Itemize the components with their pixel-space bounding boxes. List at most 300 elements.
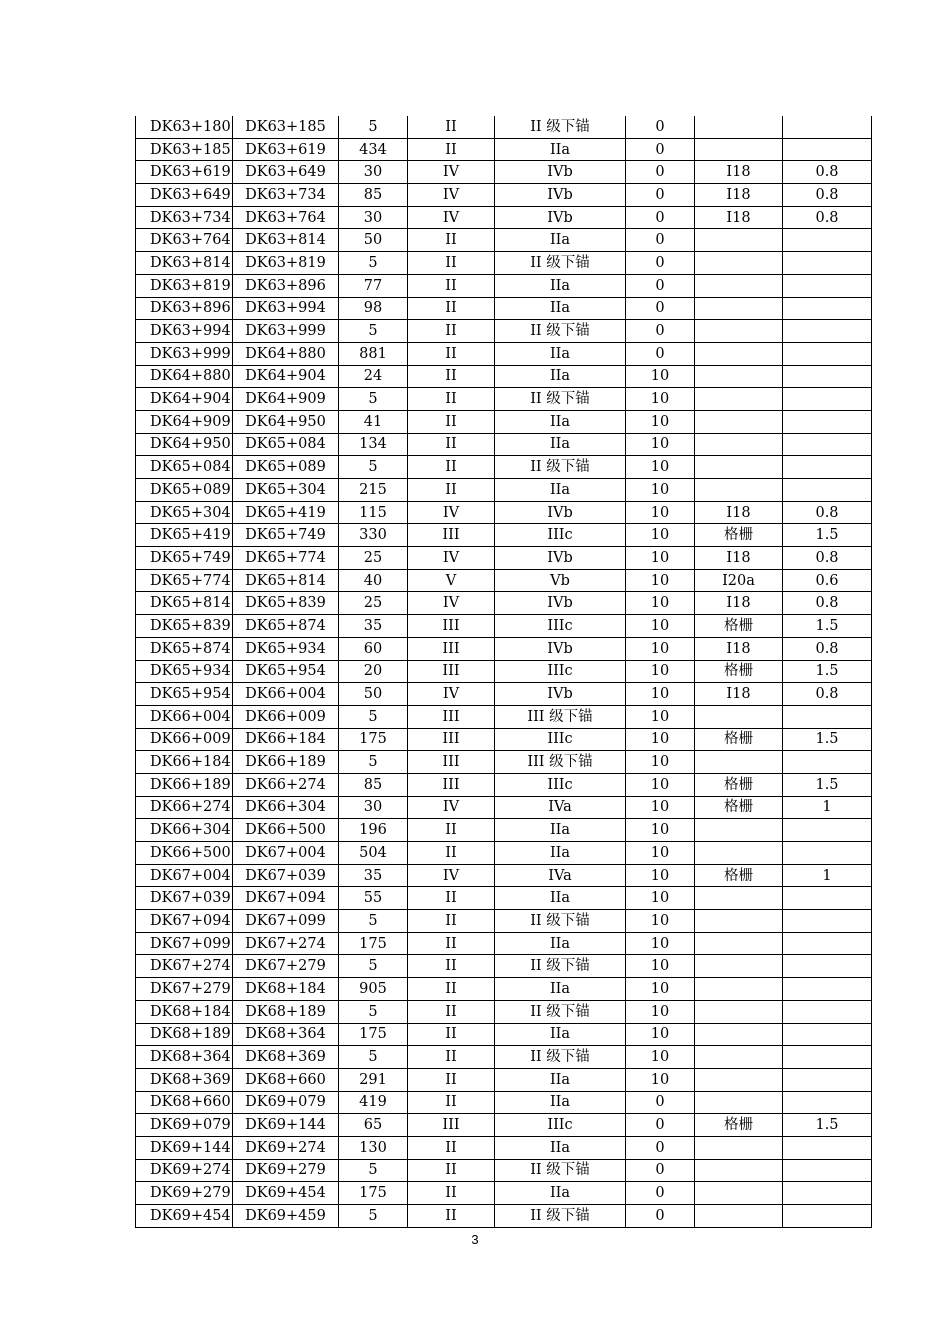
table-row <box>136 955 872 978</box>
cell-length: 25 <box>339 547 408 570</box>
cell-steel-arch: 格栅 <box>695 773 783 796</box>
cell-extra-value: 0 <box>626 161 695 184</box>
cell-steel-arch: 格栅 <box>695 864 783 887</box>
cell-steel-arch: I18 <box>695 161 783 184</box>
table-row <box>136 252 872 275</box>
cell-extra-value: 10 <box>626 842 695 865</box>
cell-lining-type: IVb <box>495 592 626 615</box>
cell-end-mileage: DK64+904 <box>233 365 339 388</box>
cell-extra-value: 10 <box>626 501 695 524</box>
cell-rock-grade: IV <box>408 864 495 887</box>
table-row <box>136 978 872 1001</box>
cell-end-mileage: DK67+039 <box>233 864 339 887</box>
cell-arch-spacing: 0.8 <box>783 206 872 229</box>
cell-end-mileage: DK65+874 <box>233 615 339 638</box>
cell-start-mileage: DK64+909 <box>136 410 233 433</box>
cell-steel-arch <box>695 751 783 774</box>
cell-arch-spacing: 0.8 <box>783 592 872 615</box>
cell-start-mileage: DK63+619 <box>136 161 233 184</box>
cell-steel-arch <box>695 479 783 502</box>
cell-arch-spacing: 1.5 <box>783 1114 872 1137</box>
cell-lining-type: IIa <box>495 229 626 252</box>
cell-extra-value: 0 <box>626 206 695 229</box>
cell-start-mileage: DK66+500 <box>136 842 233 865</box>
cell-extra-value: 10 <box>626 615 695 638</box>
cell-steel-arch <box>695 705 783 728</box>
cell-extra-value: 10 <box>626 796 695 819</box>
support-table <box>135 116 872 1228</box>
cell-start-mileage: DK63+649 <box>136 184 233 207</box>
cell-arch-spacing <box>783 138 872 161</box>
cell-length: 40 <box>339 569 408 592</box>
cell-lining-type: II 级下锚 <box>495 1000 626 1023</box>
table-row <box>136 116 872 138</box>
cell-start-mileage: DK65+839 <box>136 615 233 638</box>
cell-start-mileage: DK65+774 <box>136 569 233 592</box>
cell-length: 30 <box>339 796 408 819</box>
cell-start-mileage: DK65+874 <box>136 637 233 660</box>
table-row <box>136 1068 872 1091</box>
cell-end-mileage: DK63+999 <box>233 320 339 343</box>
cell-extra-value: 10 <box>626 728 695 751</box>
cell-arch-spacing <box>783 932 872 955</box>
cell-arch-spacing <box>783 1159 872 1182</box>
table-row <box>136 161 872 184</box>
cell-start-mileage: DK65+814 <box>136 592 233 615</box>
cell-start-mileage: DK67+099 <box>136 932 233 955</box>
cell-length: 5 <box>339 1000 408 1023</box>
cell-end-mileage: DK65+419 <box>233 501 339 524</box>
cell-start-mileage: DK63+180 <box>136 116 233 138</box>
table-row <box>136 365 872 388</box>
cell-lining-type: II 级下锚 <box>495 910 626 933</box>
table-row <box>136 751 872 774</box>
cell-steel-arch: I18 <box>695 592 783 615</box>
cell-end-mileage: DK63+649 <box>233 161 339 184</box>
cell-extra-value: 10 <box>626 1000 695 1023</box>
cell-end-mileage: DK65+774 <box>233 547 339 570</box>
cell-lining-type: II 级下锚 <box>495 1159 626 1182</box>
cell-arch-spacing <box>783 274 872 297</box>
cell-steel-arch <box>695 116 783 138</box>
cell-end-mileage: DK69+279 <box>233 1159 339 1182</box>
table-row <box>136 637 872 660</box>
cell-steel-arch <box>695 1046 783 1069</box>
cell-rock-grade: II <box>408 1023 495 1046</box>
table-row <box>136 274 872 297</box>
cell-start-mileage: DK65+934 <box>136 660 233 683</box>
cell-arch-spacing <box>783 1136 872 1159</box>
cell-arch-spacing <box>783 229 872 252</box>
cell-lining-type: II 级下锚 <box>495 116 626 138</box>
cell-arch-spacing: 1.5 <box>783 615 872 638</box>
cell-rock-grade: II <box>408 388 495 411</box>
table-row <box>136 433 872 456</box>
cell-arch-spacing <box>783 910 872 933</box>
cell-start-mileage: DK67+039 <box>136 887 233 910</box>
cell-steel-arch <box>695 1136 783 1159</box>
cell-extra-value: 10 <box>626 1023 695 1046</box>
cell-arch-spacing <box>783 887 872 910</box>
cell-rock-grade: III <box>408 660 495 683</box>
table-row <box>136 410 872 433</box>
cell-start-mileage: DK65+089 <box>136 479 233 502</box>
cell-end-mileage: DK66+500 <box>233 819 339 842</box>
cell-extra-value: 0 <box>626 320 695 343</box>
cell-arch-spacing <box>783 1182 872 1205</box>
table-row <box>136 683 872 706</box>
cell-start-mileage: DK63+819 <box>136 274 233 297</box>
cell-lining-type: II 级下锚 <box>495 1046 626 1069</box>
cell-start-mileage: DK67+094 <box>136 910 233 933</box>
cell-end-mileage: DK69+459 <box>233 1205 339 1228</box>
cell-lining-type: IIa <box>495 342 626 365</box>
table-row <box>136 388 872 411</box>
cell-length: 35 <box>339 615 408 638</box>
cell-length: 98 <box>339 297 408 320</box>
cell-steel-arch <box>695 433 783 456</box>
cell-steel-arch <box>695 297 783 320</box>
cell-end-mileage: DK65+814 <box>233 569 339 592</box>
table-row <box>136 297 872 320</box>
cell-end-mileage: DK65+304 <box>233 479 339 502</box>
cell-lining-type: IVb <box>495 161 626 184</box>
cell-lining-type: IVb <box>495 683 626 706</box>
cell-steel-arch <box>695 955 783 978</box>
cell-length: 55 <box>339 887 408 910</box>
cell-end-mileage: DK69+079 <box>233 1091 339 1114</box>
cell-lining-type: II 级下锚 <box>495 955 626 978</box>
cell-extra-value: 0 <box>626 342 695 365</box>
cell-end-mileage: DK65+084 <box>233 433 339 456</box>
cell-steel-arch <box>695 320 783 343</box>
cell-lining-type: IIa <box>495 1091 626 1114</box>
cell-length: 5 <box>339 751 408 774</box>
cell-rock-grade: II <box>408 887 495 910</box>
cell-length: 175 <box>339 932 408 955</box>
cell-rock-grade: II <box>408 932 495 955</box>
cell-start-mileage: DK69+079 <box>136 1114 233 1137</box>
cell-extra-value: 0 <box>626 1159 695 1182</box>
cell-length: 419 <box>339 1091 408 1114</box>
cell-length: 60 <box>339 637 408 660</box>
cell-arch-spacing <box>783 456 872 479</box>
cell-start-mileage: DK66+009 <box>136 728 233 751</box>
cell-rock-grade: IV <box>408 501 495 524</box>
cell-length: 215 <box>339 479 408 502</box>
cell-arch-spacing <box>783 1091 872 1114</box>
cell-arch-spacing: 0.8 <box>783 683 872 706</box>
cell-length: 20 <box>339 660 408 683</box>
cell-steel-arch: 格栅 <box>695 615 783 638</box>
cell-length: 5 <box>339 705 408 728</box>
cell-extra-value: 0 <box>626 116 695 138</box>
cell-steel-arch <box>695 1205 783 1228</box>
cell-arch-spacing <box>783 842 872 865</box>
cell-arch-spacing: 1 <box>783 796 872 819</box>
cell-extra-value: 10 <box>626 547 695 570</box>
cell-arch-spacing <box>783 479 872 502</box>
cell-arch-spacing <box>783 252 872 275</box>
cell-lining-type: IVb <box>495 547 626 570</box>
cell-length: 881 <box>339 342 408 365</box>
table-row <box>136 796 872 819</box>
table-row <box>136 547 872 570</box>
cell-steel-arch: I18 <box>695 683 783 706</box>
cell-lining-type: III 级下锚 <box>495 705 626 728</box>
cell-length: 115 <box>339 501 408 524</box>
cell-extra-value: 10 <box>626 479 695 502</box>
cell-start-mileage: DK63+896 <box>136 297 233 320</box>
cell-steel-arch: I18 <box>695 184 783 207</box>
cell-length: 291 <box>339 1068 408 1091</box>
cell-extra-value: 10 <box>626 910 695 933</box>
cell-lining-type: IIIc <box>495 1114 626 1137</box>
cell-length: 77 <box>339 274 408 297</box>
cell-arch-spacing: 0.8 <box>783 637 872 660</box>
cell-arch-spacing <box>783 705 872 728</box>
cell-rock-grade: III <box>408 615 495 638</box>
cell-arch-spacing <box>783 819 872 842</box>
cell-arch-spacing: 0.6 <box>783 569 872 592</box>
cell-rock-grade: III <box>408 524 495 547</box>
cell-end-mileage: DK63+814 <box>233 229 339 252</box>
cell-rock-grade: II <box>408 1159 495 1182</box>
cell-arch-spacing <box>783 1000 872 1023</box>
cell-end-mileage: DK67+004 <box>233 842 339 865</box>
cell-end-mileage: DK66+184 <box>233 728 339 751</box>
cell-rock-grade: II <box>408 842 495 865</box>
cell-lining-type: IVb <box>495 184 626 207</box>
table-row <box>136 501 872 524</box>
cell-length: 5 <box>339 456 408 479</box>
cell-arch-spacing: 1.5 <box>783 524 872 547</box>
cell-arch-spacing <box>783 1023 872 1046</box>
cell-rock-grade: II <box>408 297 495 320</box>
cell-steel-arch: 格栅 <box>695 796 783 819</box>
cell-rock-grade: IV <box>408 206 495 229</box>
cell-extra-value: 10 <box>626 365 695 388</box>
cell-start-mileage: DK67+274 <box>136 955 233 978</box>
cell-end-mileage: DK68+364 <box>233 1023 339 1046</box>
cell-length: 175 <box>339 728 408 751</box>
cell-lining-type: IIa <box>495 479 626 502</box>
cell-lining-type: IVa <box>495 864 626 887</box>
cell-start-mileage: DK68+660 <box>136 1091 233 1114</box>
cell-start-mileage: DK68+189 <box>136 1023 233 1046</box>
cell-extra-value: 0 <box>626 1182 695 1205</box>
cell-end-mileage: DK68+184 <box>233 978 339 1001</box>
cell-start-mileage: DK63+764 <box>136 229 233 252</box>
table-row <box>136 479 872 502</box>
cell-start-mileage: DK63+814 <box>136 252 233 275</box>
cell-steel-arch <box>695 1000 783 1023</box>
cell-steel-arch: I18 <box>695 637 783 660</box>
cell-start-mileage: DK63+734 <box>136 206 233 229</box>
cell-arch-spacing: 1.5 <box>783 660 872 683</box>
cell-steel-arch: 格栅 <box>695 660 783 683</box>
page-number: 3 <box>471 1232 479 1247</box>
cell-end-mileage: DK65+954 <box>233 660 339 683</box>
cell-length: 85 <box>339 184 408 207</box>
cell-end-mileage: DK63+764 <box>233 206 339 229</box>
cell-steel-arch <box>695 842 783 865</box>
cell-lining-type: IVa <box>495 796 626 819</box>
cell-lining-type: IIa <box>495 1182 626 1205</box>
cell-arch-spacing: 0.8 <box>783 547 872 570</box>
cell-lining-type: IIa <box>495 1068 626 1091</box>
cell-extra-value: 0 <box>626 184 695 207</box>
cell-extra-value: 10 <box>626 819 695 842</box>
cell-extra-value: 0 <box>626 274 695 297</box>
cell-extra-value: 0 <box>626 1091 695 1114</box>
cell-start-mileage: DK67+004 <box>136 864 233 887</box>
cell-length: 5 <box>339 252 408 275</box>
cell-steel-arch <box>695 910 783 933</box>
cell-lining-type: II 级下锚 <box>495 388 626 411</box>
cell-arch-spacing <box>783 1046 872 1069</box>
cell-arch-spacing: 1.5 <box>783 773 872 796</box>
cell-lining-type: IIa <box>495 365 626 388</box>
table-row <box>136 1046 872 1069</box>
cell-extra-value: 10 <box>626 751 695 774</box>
cell-rock-grade: III <box>408 751 495 774</box>
cell-rock-grade: IV <box>408 683 495 706</box>
cell-end-mileage: DK63+819 <box>233 252 339 275</box>
cell-arch-spacing <box>783 433 872 456</box>
cell-extra-value: 10 <box>626 592 695 615</box>
cell-lining-type: II 级下锚 <box>495 1205 626 1228</box>
cell-rock-grade: III <box>408 773 495 796</box>
table-row <box>136 728 872 751</box>
cell-rock-grade: II <box>408 1182 495 1205</box>
cell-rock-grade: II <box>408 1068 495 1091</box>
cell-start-mileage: DK64+880 <box>136 365 233 388</box>
cell-lining-type: IIa <box>495 932 626 955</box>
cell-length: 24 <box>339 365 408 388</box>
cell-arch-spacing <box>783 751 872 774</box>
cell-extra-value: 10 <box>626 887 695 910</box>
cell-arch-spacing: 1 <box>783 864 872 887</box>
cell-length: 196 <box>339 819 408 842</box>
cell-length: 41 <box>339 410 408 433</box>
cell-lining-type: IIIc <box>495 660 626 683</box>
cell-end-mileage: DK63+896 <box>233 274 339 297</box>
cell-extra-value: 0 <box>626 138 695 161</box>
cell-steel-arch <box>695 819 783 842</box>
cell-end-mileage: DK66+304 <box>233 796 339 819</box>
table-row <box>136 1091 872 1114</box>
cell-extra-value: 0 <box>626 297 695 320</box>
cell-arch-spacing <box>783 388 872 411</box>
cell-steel-arch <box>695 1159 783 1182</box>
cell-steel-arch <box>695 1091 783 1114</box>
cell-arch-spacing <box>783 1205 872 1228</box>
cell-steel-arch <box>695 978 783 1001</box>
cell-start-mileage: DK66+304 <box>136 819 233 842</box>
cell-arch-spacing: 0.8 <box>783 501 872 524</box>
cell-lining-type: IIIc <box>495 728 626 751</box>
cell-start-mileage: DK65+419 <box>136 524 233 547</box>
table-row <box>136 138 872 161</box>
cell-length: 30 <box>339 161 408 184</box>
cell-arch-spacing <box>783 1068 872 1091</box>
table-row <box>136 229 872 252</box>
cell-arch-spacing <box>783 955 872 978</box>
cell-length: 130 <box>339 1136 408 1159</box>
cell-rock-grade: III <box>408 637 495 660</box>
cell-length: 5 <box>339 1046 408 1069</box>
cell-lining-type: IIa <box>495 138 626 161</box>
table-row <box>136 592 872 615</box>
cell-lining-type: IVb <box>495 206 626 229</box>
cell-lining-type: IIIc <box>495 773 626 796</box>
cell-steel-arch <box>695 1182 783 1205</box>
cell-start-mileage: DK68+369 <box>136 1068 233 1091</box>
cell-length: 65 <box>339 1114 408 1137</box>
cell-end-mileage: DK65+934 <box>233 637 339 660</box>
cell-start-mileage: DK69+454 <box>136 1205 233 1228</box>
table-row <box>136 184 872 207</box>
cell-extra-value: 10 <box>626 773 695 796</box>
cell-end-mileage: DK65+839 <box>233 592 339 615</box>
cell-lining-type: II 级下锚 <box>495 252 626 275</box>
cell-start-mileage: DK66+004 <box>136 705 233 728</box>
table-row <box>136 1159 872 1182</box>
cell-length: 134 <box>339 433 408 456</box>
cell-rock-grade: IV <box>408 184 495 207</box>
cell-rock-grade: II <box>408 252 495 275</box>
cell-start-mileage: DK67+279 <box>136 978 233 1001</box>
cell-end-mileage: DK66+189 <box>233 751 339 774</box>
cell-extra-value: 10 <box>626 388 695 411</box>
cell-arch-spacing <box>783 410 872 433</box>
cell-rock-grade: II <box>408 1091 495 1114</box>
cell-steel-arch <box>695 274 783 297</box>
table-row <box>136 1023 872 1046</box>
table-row <box>136 1114 872 1137</box>
cell-end-mileage: DK69+454 <box>233 1182 339 1205</box>
cell-start-mileage: DK66+274 <box>136 796 233 819</box>
cell-end-mileage: DK65+749 <box>233 524 339 547</box>
cell-end-mileage: DK65+089 <box>233 456 339 479</box>
cell-rock-grade: IV <box>408 592 495 615</box>
cell-lining-type: IVb <box>495 637 626 660</box>
table-row <box>136 206 872 229</box>
cell-start-mileage: DK65+954 <box>136 683 233 706</box>
cell-rock-grade: II <box>408 1046 495 1069</box>
cell-start-mileage: DK66+189 <box>136 773 233 796</box>
cell-rock-grade: II <box>408 819 495 842</box>
cell-end-mileage: DK63+734 <box>233 184 339 207</box>
table-row <box>136 705 872 728</box>
cell-steel-arch <box>695 342 783 365</box>
table-row <box>136 887 872 910</box>
cell-start-mileage: DK63+994 <box>136 320 233 343</box>
cell-extra-value: 10 <box>626 955 695 978</box>
cell-steel-arch: I20a <box>695 569 783 592</box>
cell-rock-grade: II <box>408 116 495 138</box>
cell-steel-arch <box>695 252 783 275</box>
table-row <box>136 932 872 955</box>
cell-extra-value: 10 <box>626 456 695 479</box>
cell-lining-type: IVb <box>495 501 626 524</box>
cell-end-mileage: DK63+619 <box>233 138 339 161</box>
cell-arch-spacing <box>783 342 872 365</box>
cell-rock-grade: IV <box>408 161 495 184</box>
cell-rock-grade: II <box>408 978 495 1001</box>
cell-start-mileage: DK64+904 <box>136 388 233 411</box>
